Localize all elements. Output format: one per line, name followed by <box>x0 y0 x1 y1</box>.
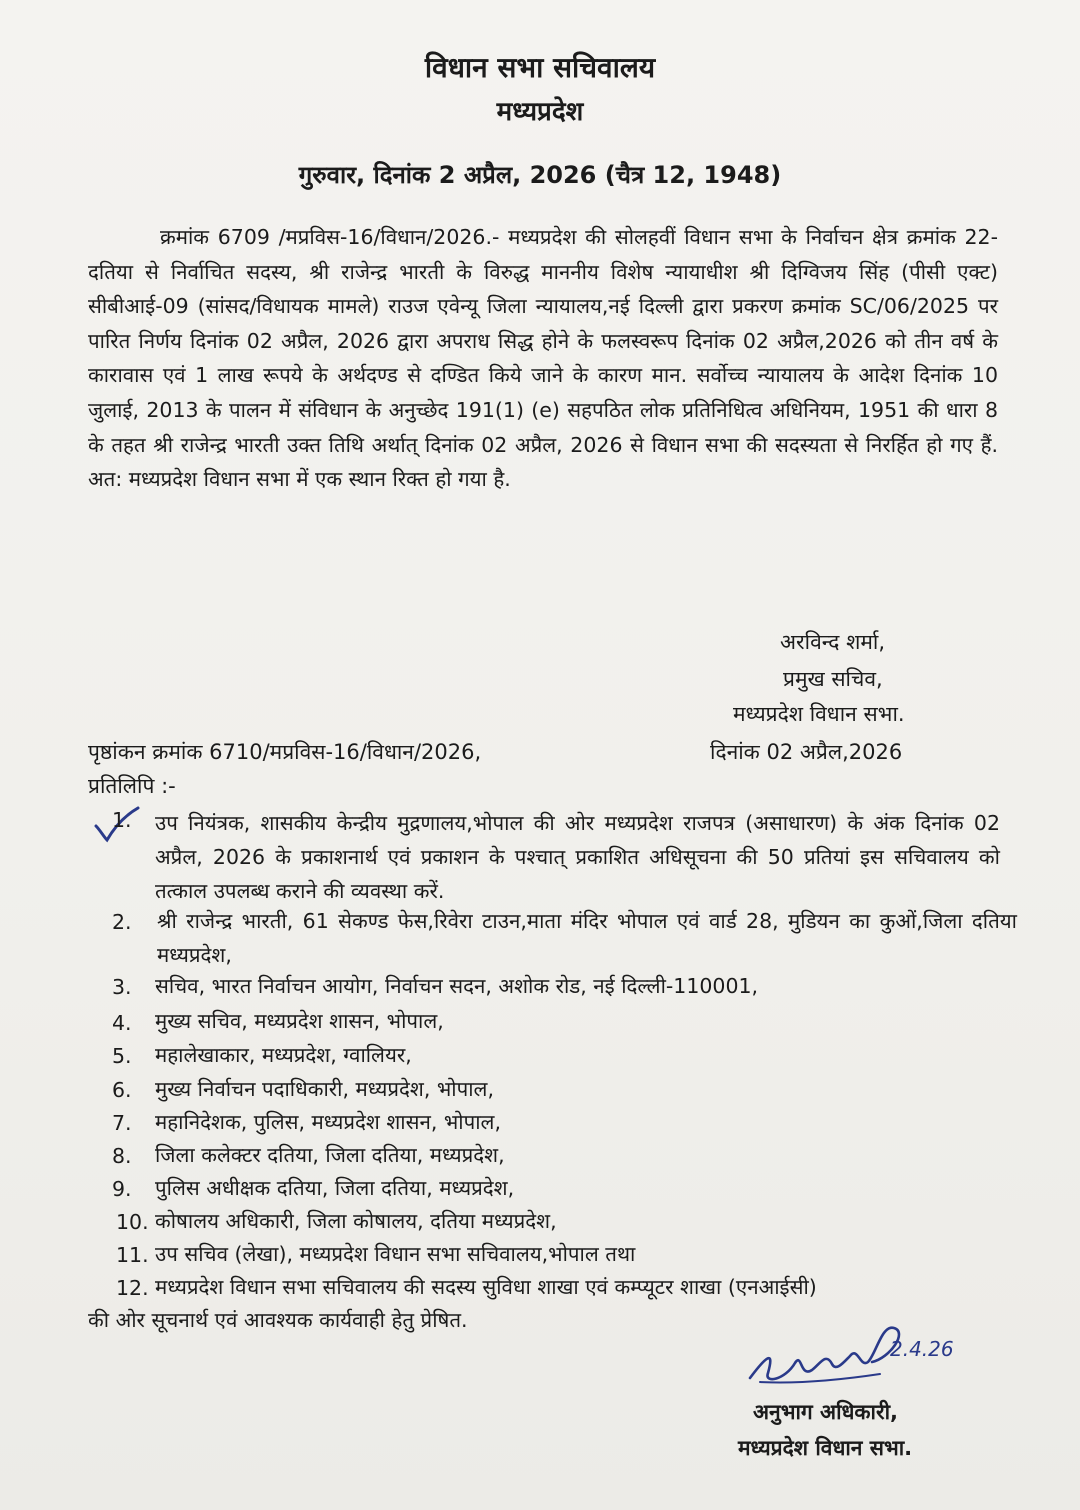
list-item: उप सचिव (लेखा), मध्यप्रदेश विधान सभा सचिवालय,भोपाल तथा <box>155 1242 636 1266</box>
list-item-number: 12. <box>116 1276 149 1300</box>
signatory-name: अरविन्द शर्मा, <box>780 630 886 654</box>
list-item-number: 4. <box>112 1011 132 1035</box>
date-heading: गुरुवार, दिनांक 2 अप्रैल, 2026 (चैत्र 12, 1948) <box>298 161 782 189</box>
list-item: सचिव, भारत निर्वाचन आयोग, निर्वाचन सदन, अशोक रोड, नई दिल्ली-110001, <box>155 974 759 998</box>
list-item-number: 10. <box>116 1210 149 1234</box>
copy-label: प्रतिलिपि :- <box>88 774 176 798</box>
list-item: मध्यप्रदेश विधान सभा सचिवालय की सदस्य सुविधा शाखा एवं कम्प्यूटर शाखा (एनआईसी) <box>155 1275 817 1299</box>
list-item-number: 6. <box>112 1078 132 1102</box>
endorsement-date: दिनांक 02 अप्रैल,2026 <box>710 740 903 764</box>
handwritten-signature <box>740 1318 980 1398</box>
list-item: उप नियंत्रक, शासकीय केन्द्रीय मुद्रणालय,भोपाल की ओर मध्यप्रदेश राजपत्र (असाधारण) के अंक दिनांक 02 अप्रैल, 2026 के प्रकाशनार्थ एवं प्रकाशन के पश्चात् प्रकाशित अधिसूचना की 50 प्रतियां इस सचिवालय को तत्काल उपलब्ध कराने की व्यवस्था करें. <box>155 811 1000 903</box>
list-item: मुख्य सचिव, मध्यप्रदेश शासन, भोपाल, <box>155 1009 444 1033</box>
list-item: कोषालय अधिकारी, जिला कोषालय, दतिया मध्यप्रदेश, <box>155 1209 557 1233</box>
list-item: श्री राजेन्द्र भारती, 61 सेकण्ड फेस,रिवेरा टाउन,माता मंदिर भोपाल एवं वार्ड 28, मुडियन का कुओं,जिला दतिया मध्यप्रदेश, <box>157 909 1017 967</box>
signatory-office: मध्यप्रदेश विधान सभा. <box>733 702 905 726</box>
list-item: महालेखाकार, मध्यप्रदेश, ग्वालियर, <box>155 1043 412 1067</box>
list-item-number: 8. <box>112 1144 132 1168</box>
list-item-number: 9. <box>112 1177 132 1201</box>
footer-office: मध्यप्रदेश विधान सभा. <box>738 1436 913 1460</box>
list-item-number: 11. <box>116 1243 149 1267</box>
endorsement-number: पृष्ठांकन क्रमांक 6710/मप्रविस-16/विधान/2026, <box>88 740 482 764</box>
signature-date: 2.4.26 <box>890 1337 954 1361</box>
list-item: जिला कलेक्टर दतिया, जिला दतिया, मध्यप्रदेश, <box>155 1143 505 1167</box>
list-item: मुख्य निर्वाचन पदाधिकारी, मध्यप्रदेश, भोपाल, <box>155 1077 494 1101</box>
footer-designation: अनुभाग अधिकारी, <box>753 1400 899 1424</box>
list-item-number: 3. <box>112 975 132 999</box>
list-item-number: 2. <box>112 910 132 934</box>
org-heading: विधान सभा सचिवालय <box>424 51 656 84</box>
notice-body: क्रमांक 6709 /मप्रविस-16/विधान/2026.- मध्यप्रदेश की सोलहवीं विधान सभा के निर्वाचन क्षेत्र क्रमांक 22-दतिया से निर्वाचित सदस्य, श्री राजेन्द्र भारती के विरुद्ध माननीय विशेष न्यायाधीश श्री दिग्विजय सिंह (पीसी एक्ट) सीबीआई-09 (सांसद/विधायक मामले) राउज एवेन्यू जिला न्यायालय,नई दिल्ली द्वारा प्रकरण क्रमांक SC/06/2025 पर पारित निर्णय दिनांक 02 अप्रैल, 2026 द्वारा अपराध सिद्ध होने के फलस्वरूप दिनांक 02 अप्रैल,2026 को तीन वर्ष के कारावास एवं 1 लाख रूपये के अर्थदण्ड से दण्डित किये जाने के कारण मान. सर्वोच्च न्यायालय के आदेश दिनांक 10 जुलाई, 2013 के पालन में संविधान के अनुच्छेद 191(1) (e) सहपठित लोक प्रतिनिधित्व अधिनियम, 1951 की धारा 8 के तहत श्री राजेन्द्र भारती उक्त तिथि अर्थात् दिनांक 02 अप्रैल, 2026 से विधान सभा की सदस्यता से निरर्हित हो गए हैं. अत: मध्यप्रदेश विधान सभा में एक स्थान रिक्त हो गया है. <box>88 225 998 492</box>
list-item-number: 5. <box>112 1044 132 1068</box>
state-heading: मध्यप्रदेश <box>496 97 584 127</box>
list-item: महानिदेशक, पुलिस, मध्यप्रदेश शासन, भोपाल, <box>155 1110 501 1134</box>
list-item-number: 7. <box>112 1111 132 1135</box>
closing-line: की ओर सूचनार्थ एवं आवश्यक कार्यवाही हेतु प्रेषित. <box>88 1308 468 1332</box>
signatory-designation: प्रमुख सचिव, <box>783 667 883 691</box>
list-item: पुलिस अधीक्षक दतिया, जिला दतिया, मध्यप्रदेश, <box>155 1176 515 1200</box>
list-item-number: 1. <box>112 808 132 832</box>
